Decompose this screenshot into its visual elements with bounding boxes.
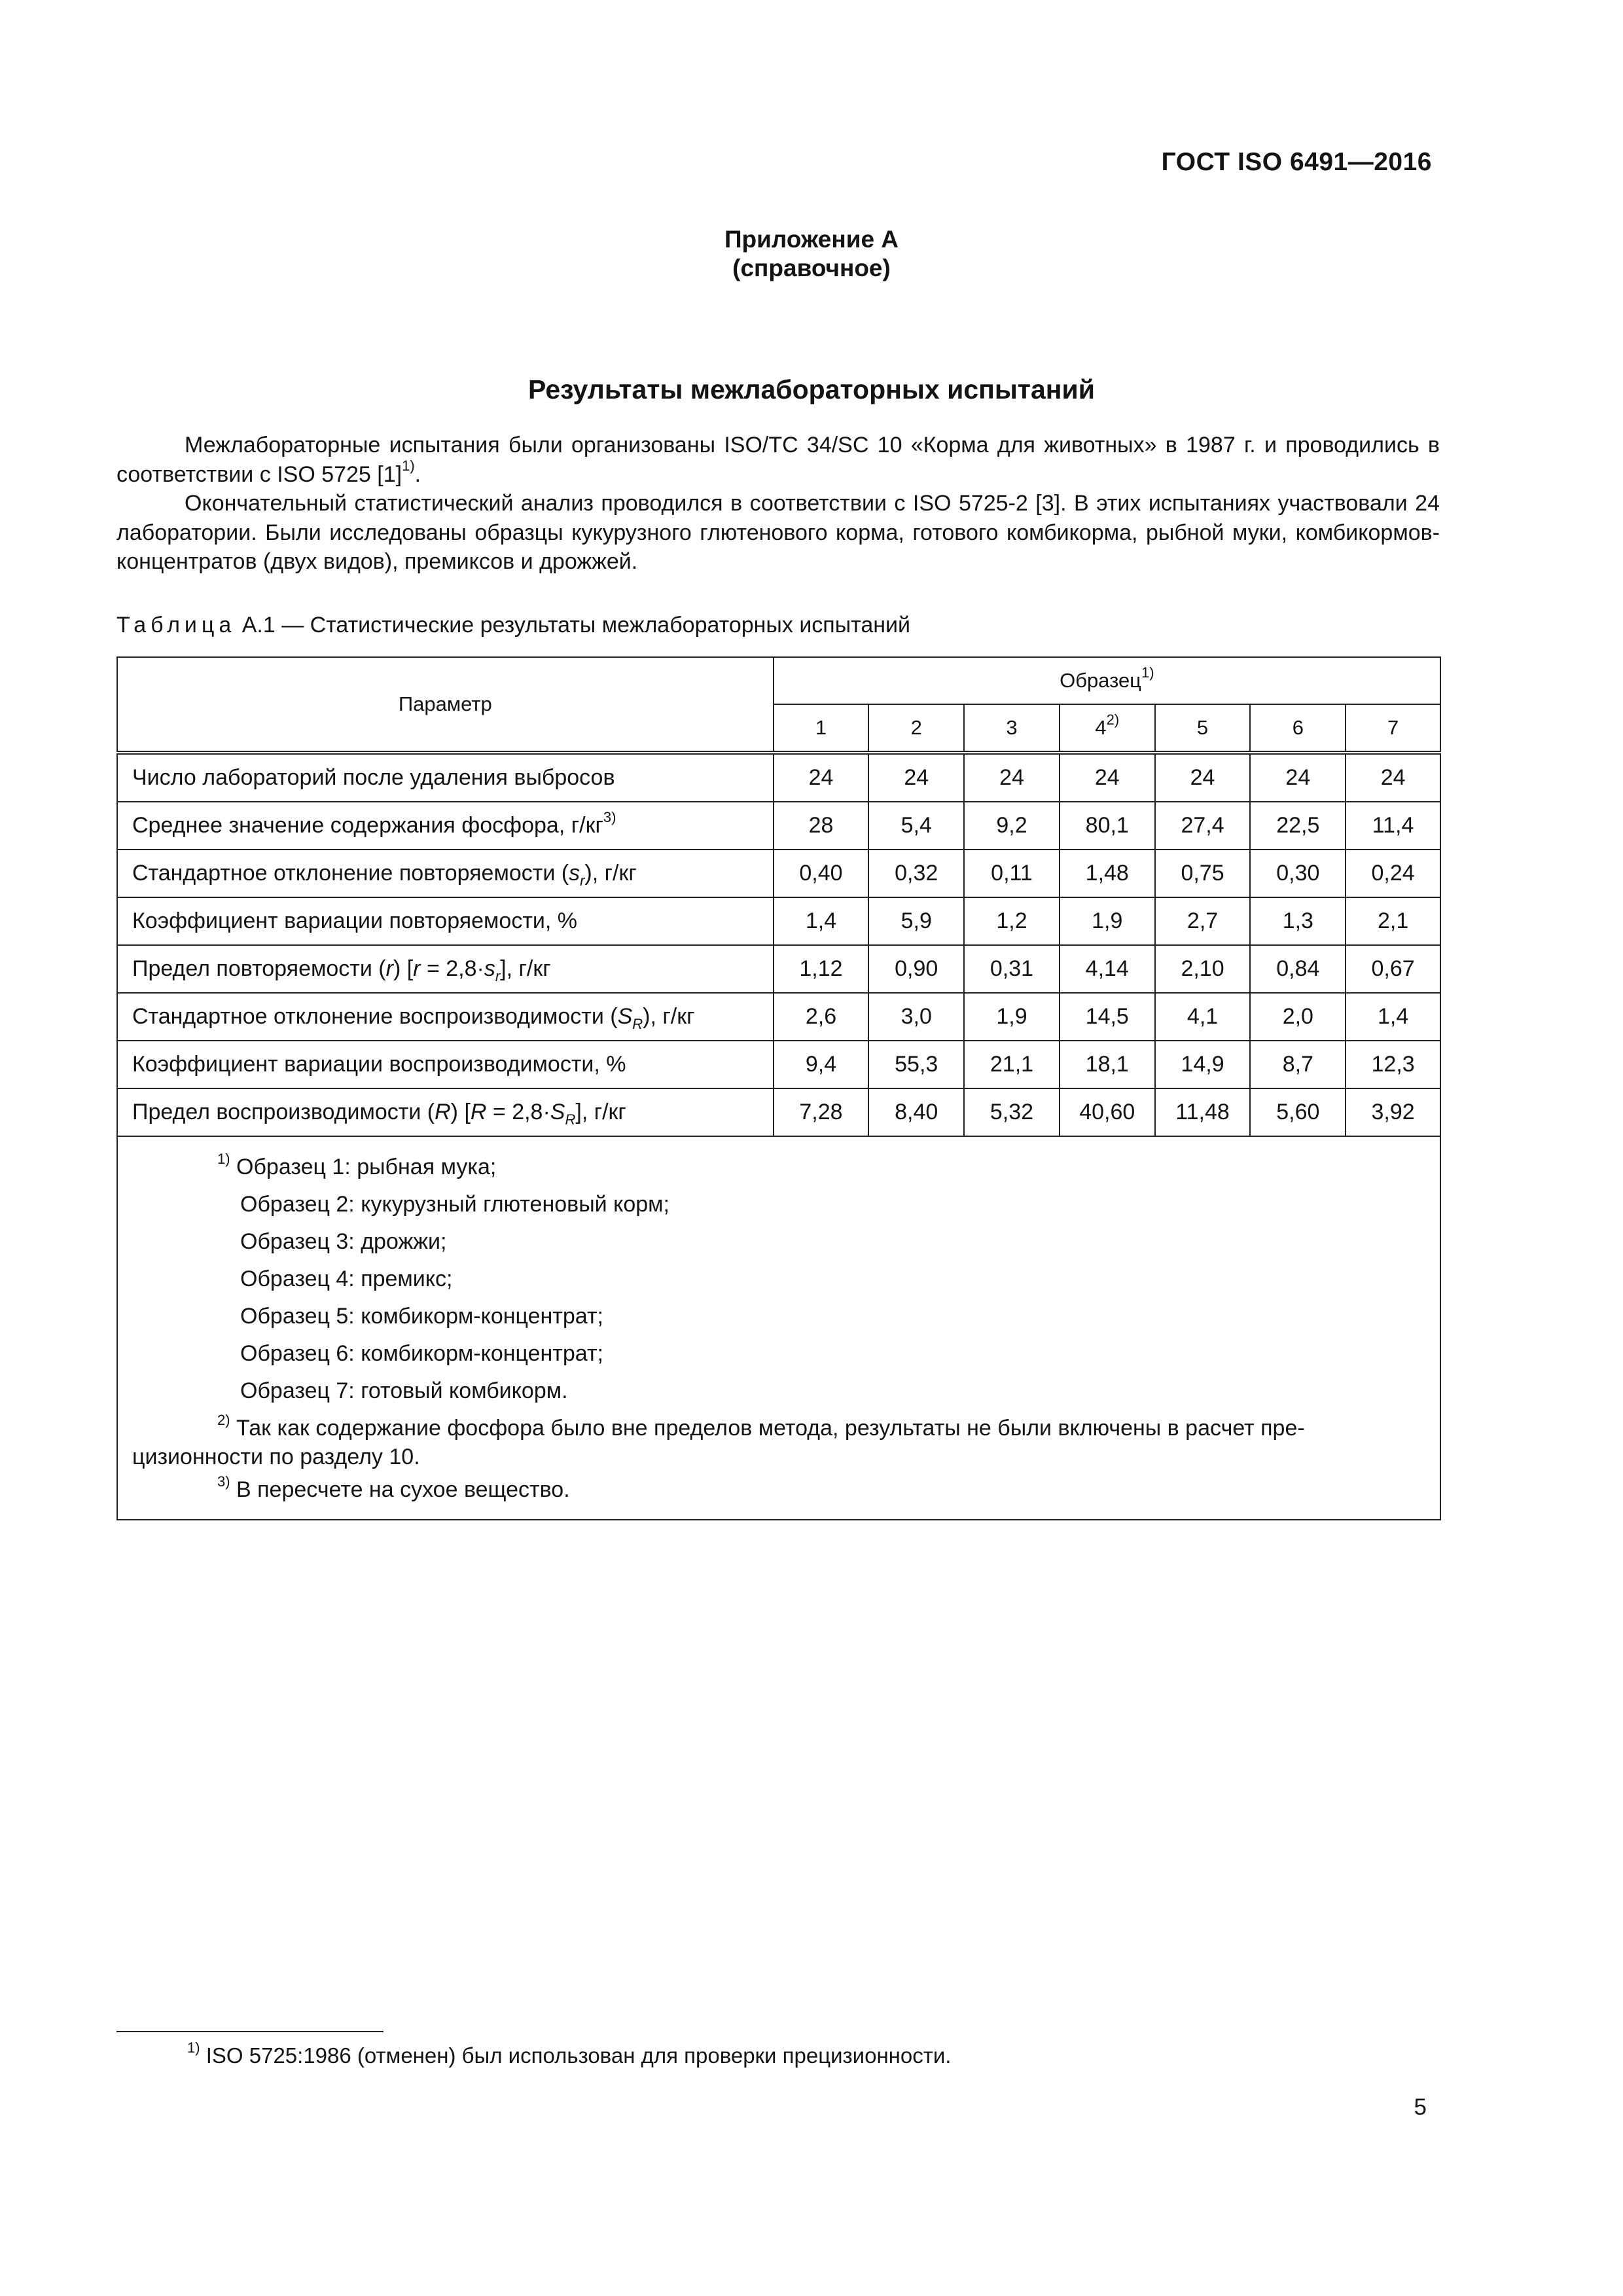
- param-text-part: R: [565, 1111, 576, 1128]
- table-caption: [116, 613, 910, 638]
- sample-column-header: [1155, 704, 1251, 753]
- table-row: [117, 993, 1440, 1041]
- value-cell: 0,84: [1250, 945, 1346, 993]
- value-cell: 18,1: [1060, 1041, 1155, 1088]
- param-text-part: R: [470, 1100, 487, 1124]
- value-cell: 2,0: [1250, 993, 1346, 1041]
- sample-column-sup: 2): [1106, 711, 1120, 728]
- results-table: [116, 656, 1441, 1520]
- value-cell: 5,32: [964, 1088, 1060, 1136]
- value-cell: 0,30: [1250, 850, 1346, 897]
- value-cell: 7,28: [774, 1088, 869, 1136]
- appendix-label: Приложение А: [724, 226, 899, 253]
- value-cell: 8,40: [868, 1088, 964, 1136]
- param-text-part: ) [: [393, 956, 414, 981]
- value-cell: 4,1: [1155, 993, 1251, 1041]
- value-cell: 14,5: [1060, 993, 1155, 1041]
- param-text-part: 3): [603, 808, 616, 825]
- document-code: ГОСТ ISO 6491—2016: [1161, 148, 1432, 176]
- value-cell: 14,9: [1155, 1041, 1251, 1088]
- value-cell: 2,7: [1155, 897, 1251, 945]
- note-3-sup: 3): [217, 1473, 230, 1490]
- param-cell: [117, 897, 774, 945]
- note-2-sup: 2): [217, 1411, 230, 1428]
- note-2-line-1: Так как содержание фосфора было вне пределов метода, результаты не были включены в расчет пре-: [236, 1416, 1305, 1441]
- note-1-sup: 1): [217, 1150, 230, 1167]
- param-text-part: R: [632, 1015, 643, 1032]
- value-cell: 22,5: [1250, 802, 1346, 850]
- sample-column-label: 5: [1196, 716, 1209, 739]
- param-text-part: Предел повторяемости (: [132, 956, 386, 981]
- paragraph-2: Окончательный статистический анализ проводился в соответствии с ISO 5725-2 [3]. В этих испытаниях участвовали 24 лаборатории. Были исследованы образцы кукурузного глютенового корма, готового комбикорма, рыбной муки, комбикормов-концентратов (двух видов), премиксов и дрожжей.: [116, 491, 1440, 574]
- sample-header-label: Образец: [1060, 669, 1141, 692]
- param-cell: [117, 802, 774, 850]
- value-cell: 80,1: [1060, 802, 1155, 850]
- paragraph-1-text: Межлабораторные испытания были организованы ISO/TC 34/SC 10 «Корма для животных» в 1987 г. и проводились в соответствии с ISO 5725 [1]: [116, 433, 1440, 487]
- param-text-part: S: [550, 1100, 565, 1124]
- table-row: [117, 753, 1440, 802]
- param-text-part: = 2,8·: [420, 956, 484, 981]
- param-cell: [117, 993, 774, 1041]
- param-text-part: s: [569, 861, 580, 886]
- note-1-line: Образец 3: дрожжи;: [240, 1229, 447, 1254]
- value-cell: 0,67: [1346, 945, 1440, 993]
- value-cell: 1,9: [964, 993, 1060, 1041]
- paragraph-1-end: .: [414, 461, 421, 487]
- appendix-type: (справочное): [732, 255, 891, 281]
- table-caption-label: Таблица: [116, 613, 236, 637]
- section-title: Результаты межлабораторных испытаний: [528, 374, 1095, 404]
- table-row: [117, 1088, 1440, 1136]
- page-number: 5: [1414, 2094, 1427, 2120]
- table-row: [117, 850, 1440, 897]
- note-1-line: Образец 7: готовый комбикорм.: [240, 1378, 568, 1403]
- sample-column-label: 4: [1095, 716, 1107, 739]
- param-text-part: Коэффициент вариации повторяемости, %: [132, 908, 578, 933]
- param-text-part: ) [: [450, 1100, 471, 1124]
- note-1-line: Образец 5: комбикорм-концентрат;: [240, 1304, 603, 1329]
- value-cell: 24: [1060, 753, 1155, 802]
- value-cell: 2,6: [774, 993, 869, 1041]
- value-cell: 24: [1155, 753, 1251, 802]
- sample-column-label: 7: [1387, 716, 1399, 739]
- param-cell: [117, 753, 774, 802]
- param-text-part: ], г/кг: [500, 956, 551, 981]
- table-row: [117, 945, 1440, 993]
- table-header-row-1: [117, 657, 1440, 704]
- value-cell: 4,14: [1060, 945, 1155, 993]
- sample-group-header: [774, 657, 1440, 704]
- param-text-part: = 2,8·: [486, 1100, 550, 1124]
- note-2-line-2: цизионности по разделу 10.: [132, 1444, 420, 1469]
- note-3: [132, 1471, 1425, 1509]
- param-text-part: Число лабораторий после удаления выбросов: [132, 765, 615, 790]
- table-notes-row: [117, 1136, 1440, 1520]
- value-cell: 27,4: [1155, 802, 1251, 850]
- value-cell: 0,40: [774, 850, 869, 897]
- value-cell: 12,3: [1346, 1041, 1440, 1088]
- value-cell: 28: [774, 802, 869, 850]
- param-text-part: Среднее значение содержания фосфора, г/кг: [132, 813, 603, 838]
- value-cell: 0,11: [964, 850, 1060, 897]
- sample-column-label: 2: [910, 716, 922, 739]
- param-cell: [117, 1041, 774, 1088]
- value-cell: 0,32: [868, 850, 964, 897]
- table-row: [117, 1041, 1440, 1088]
- page-footnote-sup: 1): [187, 2039, 200, 2056]
- value-cell: 24: [1346, 753, 1440, 802]
- table-caption-text: А.1 — Статистические результаты межлабораторных испытаний: [236, 613, 911, 637]
- value-cell: 1,48: [1060, 850, 1155, 897]
- param-text-part: r: [495, 967, 501, 984]
- sample-header-sup: 1): [1141, 664, 1154, 681]
- page-footnote-text: ISO 5725:1986 (отменен) был использован для проверки прецизионности.: [205, 2043, 952, 2068]
- value-cell: 11,4: [1346, 802, 1440, 850]
- value-cell: 1,12: [774, 945, 869, 993]
- value-cell: 55,3: [868, 1041, 964, 1088]
- page-footnote: [187, 2039, 952, 2068]
- value-cell: 2,1: [1346, 897, 1440, 945]
- sample-column-header: [1060, 704, 1155, 753]
- value-cell: 24: [868, 753, 964, 802]
- param-cell: [117, 945, 774, 993]
- param-text-part: Стандартное отклонение повторяемости (: [132, 861, 569, 886]
- sample-column-label: 6: [1292, 716, 1304, 739]
- value-cell: 0,31: [964, 945, 1060, 993]
- note-1-line: Образец 6: комбикорм-концентрат;: [240, 1341, 603, 1366]
- value-cell: 5,4: [868, 802, 964, 850]
- param-cell: [117, 1088, 774, 1136]
- table-row: [117, 802, 1440, 850]
- param-text-part: s: [484, 956, 495, 981]
- param-cell: [117, 850, 774, 897]
- value-cell: 24: [1250, 753, 1346, 802]
- value-cell: 0,75: [1155, 850, 1251, 897]
- value-cell: 0,24: [1346, 850, 1440, 897]
- param-text-part: R: [435, 1100, 451, 1124]
- value-cell: 9,2: [964, 802, 1060, 850]
- value-cell: 5,60: [1250, 1088, 1346, 1136]
- note-1-first: [132, 1149, 1425, 1186]
- param-text-part: Предел воспроизводимости (: [132, 1100, 435, 1124]
- param-text-part: S: [617, 1004, 633, 1029]
- note-2: [132, 1410, 1425, 1443]
- value-cell: 1,4: [1346, 993, 1440, 1041]
- param-text-part: ), г/кг: [584, 861, 637, 886]
- value-cell: 8,7: [1250, 1041, 1346, 1088]
- note-1-line: Образец 4: премикс;: [240, 1266, 453, 1291]
- table-notes: [117, 1136, 1440, 1520]
- value-cell: 1,3: [1250, 897, 1346, 945]
- value-cell: 3,92: [1346, 1088, 1440, 1136]
- value-cell: 11,48: [1155, 1088, 1251, 1136]
- intro-text: [116, 431, 1440, 577]
- value-cell: 1,9: [1060, 897, 1155, 945]
- value-cell: 24: [964, 753, 1060, 802]
- param-text-part: r: [385, 956, 393, 981]
- note-3-text: В пересчете на сухое вещество.: [236, 1477, 570, 1502]
- param-text-part: ), г/кг: [643, 1004, 695, 1029]
- value-cell: 40,60: [1060, 1088, 1155, 1136]
- value-cell: 21,1: [964, 1041, 1060, 1088]
- value-cell: 0,90: [868, 945, 964, 993]
- value-cell: 5,9: [868, 897, 964, 945]
- param-text-part: Коэффициент вариации воспроизводимости, %: [132, 1052, 626, 1077]
- table-row: [117, 897, 1440, 945]
- sample-column-header: [1346, 704, 1440, 753]
- footnote-separator: [116, 2031, 383, 2032]
- footnote-ref: 1): [402, 457, 415, 475]
- sample-column-label: 3: [1006, 716, 1018, 739]
- param-column-header: [117, 657, 774, 753]
- value-cell: 3,0: [868, 993, 964, 1041]
- param-header-label: Параметр: [398, 692, 492, 715]
- param-text-part: r: [413, 956, 421, 981]
- note-1-line: Образец 1: рыбная мука;: [236, 1155, 497, 1179]
- sample-column-header: [774, 704, 869, 753]
- sample-column-label: 1: [815, 716, 827, 739]
- sample-column-header: [964, 704, 1060, 753]
- param-text-part: r: [580, 872, 585, 889]
- param-text-part: ], г/кг: [575, 1100, 626, 1124]
- value-cell: 1,4: [774, 897, 869, 945]
- paragraph-1: [116, 431, 1440, 489]
- appendix-heading: [0, 225, 1623, 283]
- value-cell: 9,4: [774, 1041, 869, 1088]
- value-cell: 1,2: [964, 897, 1060, 945]
- value-cell: 2,10: [1155, 945, 1251, 993]
- value-cell: 24: [774, 753, 869, 802]
- param-text-part: Стандартное отклонение воспроизводимости (: [132, 1004, 618, 1029]
- sample-column-header: [868, 704, 964, 753]
- note-1-line: Образец 2: кукурузный глютеновый корм;: [240, 1192, 669, 1217]
- sample-column-header: [1250, 704, 1346, 753]
